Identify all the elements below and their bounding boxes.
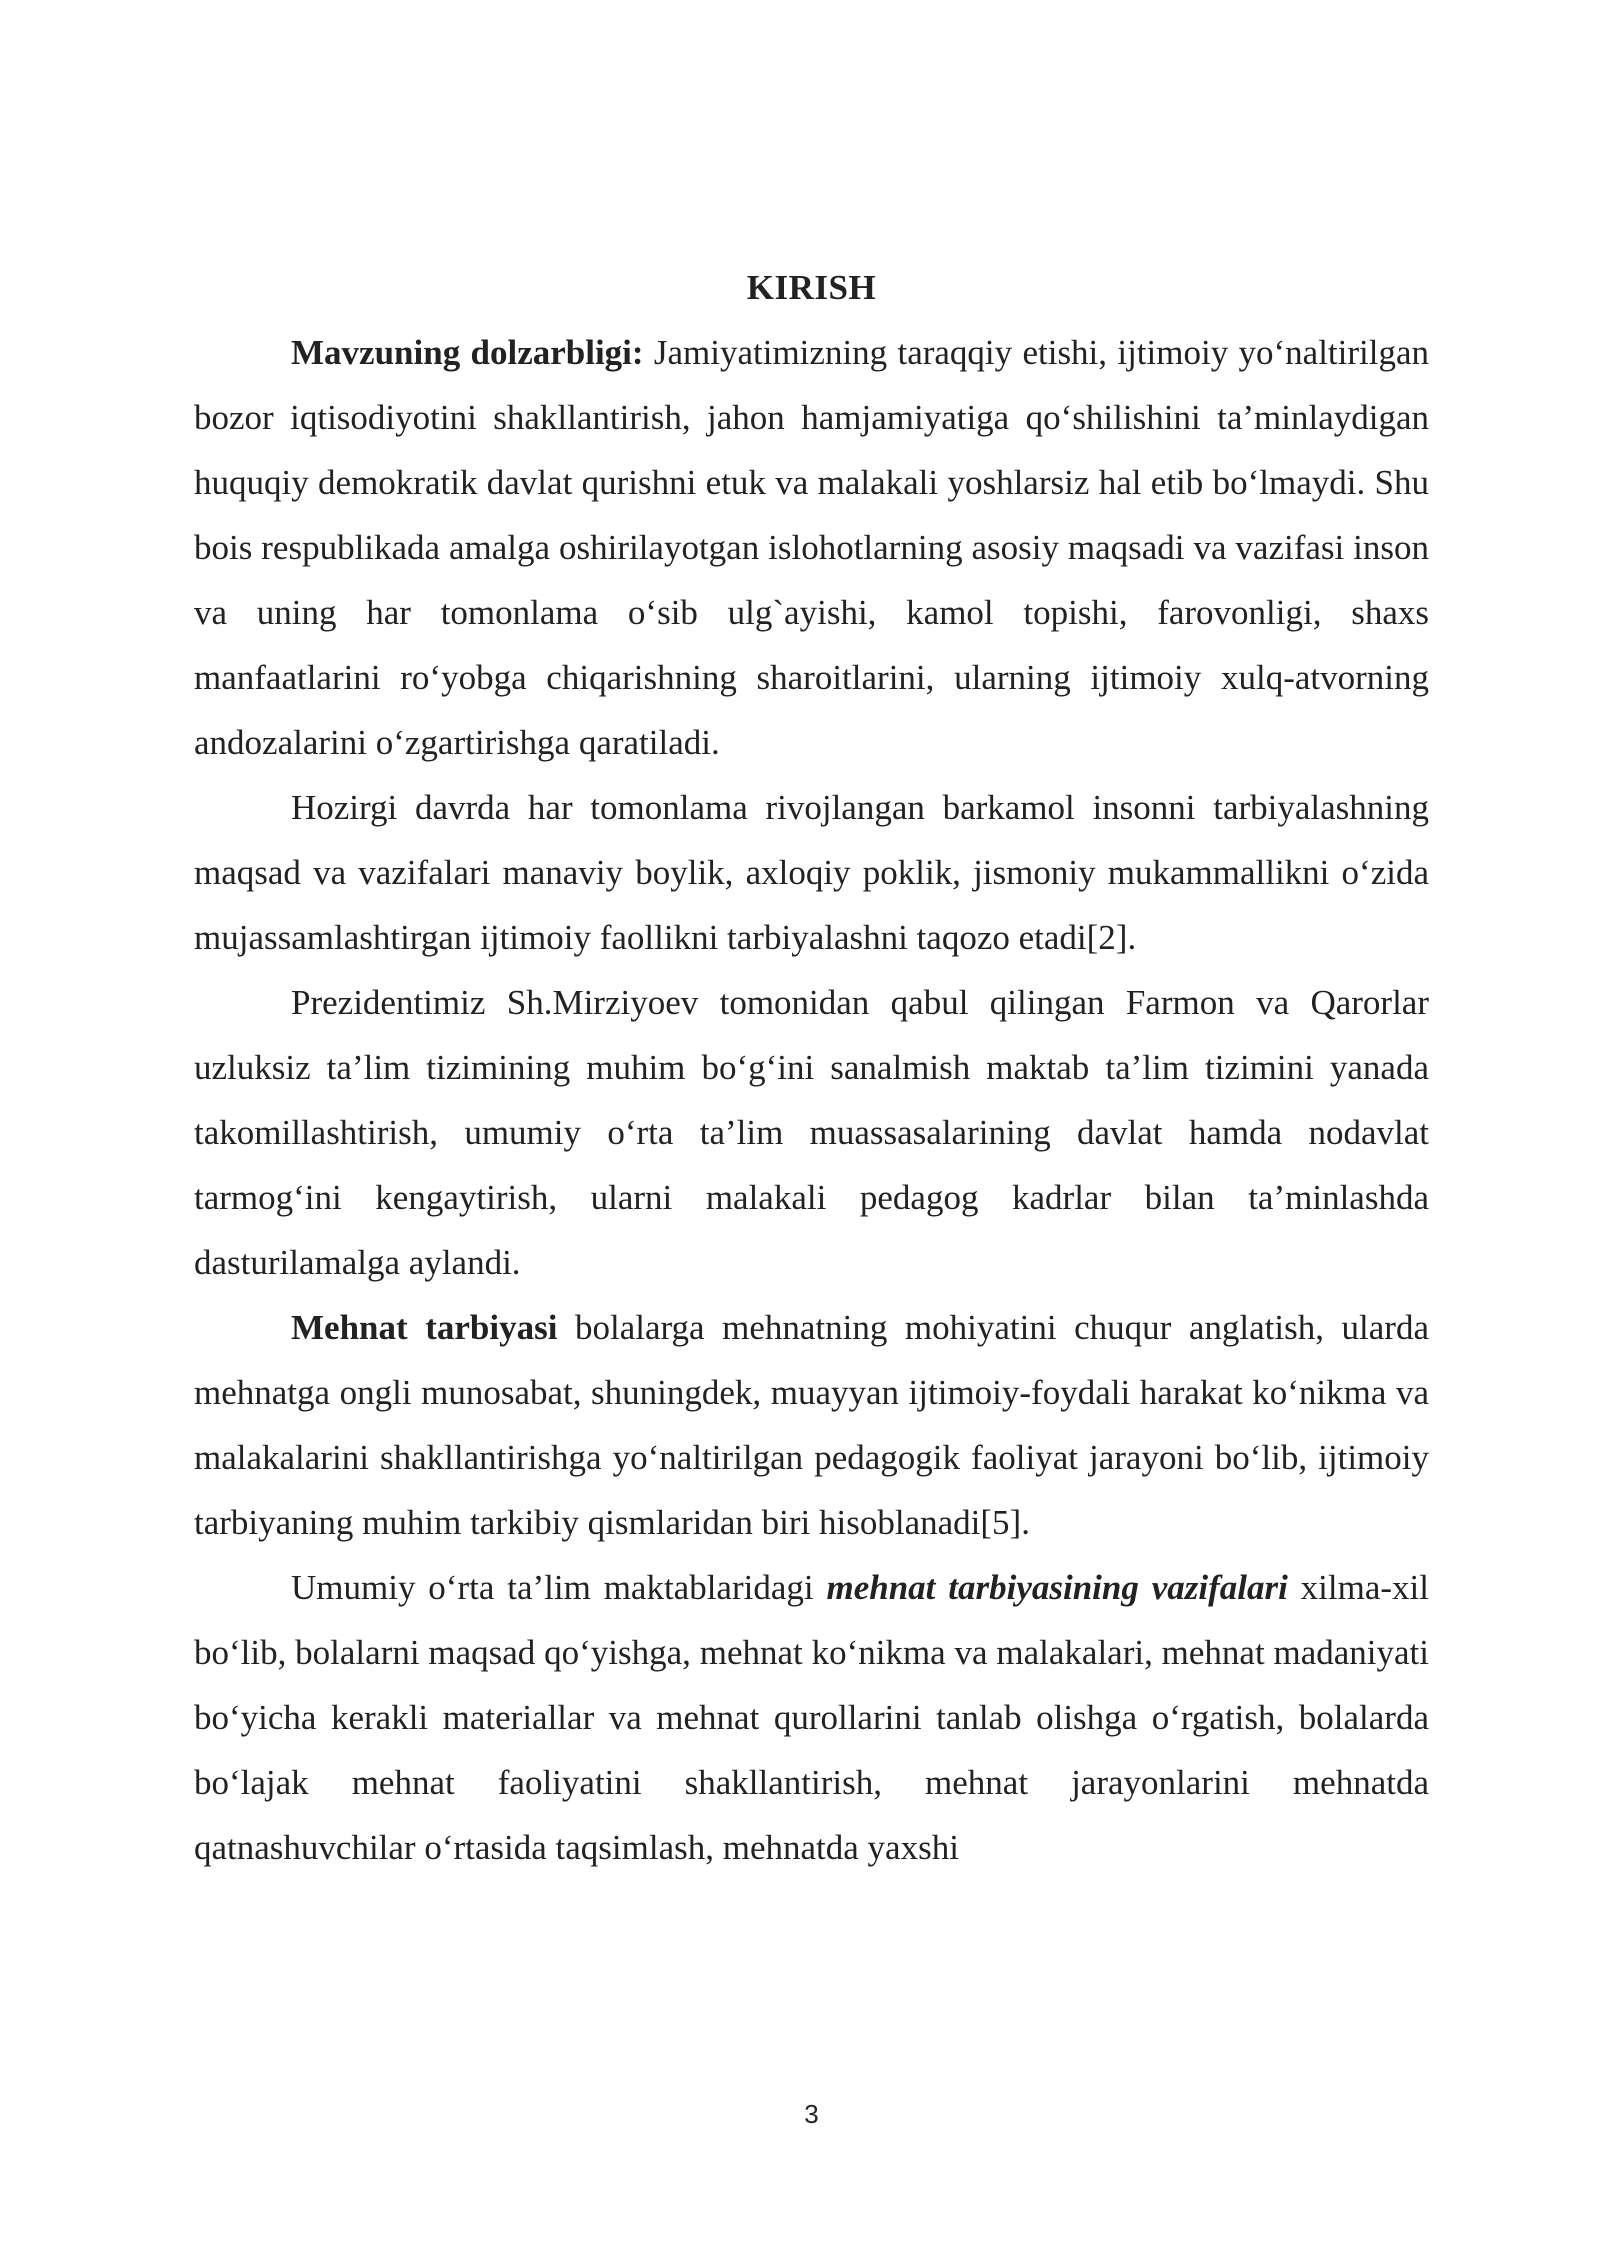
labor-education-term: Mehnat tarbiyasi [291,1308,558,1347]
labor-tasks-intro: Umumiy o‘rta ta’lim maktablaridagi [291,1568,827,1607]
page-number: 3 [804,2099,819,2129]
paragraph-labor-tasks [194,1555,1429,1880]
document-body [194,255,1429,1880]
section-title: KIRISH [746,268,877,307]
relevance-text: Jamiyatimizning taraqqiy etishi, ijtimoiy yo‘naltirilgan bozor iqtisodiyotini shakllantirish, jahon hamjamiyatiga qo‘shilishini ta’minlaydigan huquqiy demokratik davlat qurishni etuk va malakali yoshlarsiz hal etib bo‘lmaydi. Shu bois respublikada amalga oshirilayotgan islohotlarning asosiy maqsadi va vazifasi inson va uning har tomonlama o‘sib ulg`ayishi, kamol topishi, farovonligi, shaxs manfaatlarini ro‘yobga chiqarishning sharoitlarini, ularning ijtimoiy xulq-atvorning andozalarini o‘zgartirishga qaratiladi. [194,333,1430,762]
paragraph-relevance [194,320,1429,775]
paragraph-labor-education [194,1295,1429,1555]
relevance-heading: Mavzuning dolzarbligi: [291,333,644,372]
paragraph-president-decrees: Prezidentimiz Sh.Mirziyoev tomonidan qabul qilingan Farmon va Qarorlar uzluksiz ta’lim tizimining muhim bo‘g‘ini sanalmish maktab ta’lim tizimini yanada takomillashtirish, umumiy o‘rta ta’lim muassasalarining davlat hamda nodavlat tarmog‘ini kengaytirish, ularni malakali pedagog kadrlar bilan ta’minlashda dasturilamalga aylandi. [194,983,1429,1282]
labor-tasks-emphasis: mehnat tarbiyasining vazifalari [826,1568,1288,1607]
paragraph-modern-period: Hozirgi davrda har tomonlama rivojlangan barkamol insonni tarbiyalashning maqsad va vazifalari manaviy boylik, axloqiy poklik, jismoniy mukammallikni o‘zida mujassamlashtirgan ijtimoiy faollikni tarbiyalashni taqozo etadi[2]. [194,788,1429,957]
labor-education-text: bolalarga mehnatning mohiyatini chuqur anglatish, ularda mehnatga ongli munosabat, shuningdek, muayyan ijtimoiy-foydali harakat ko‘nikma va malakalarini shakllantirishga yo‘naltirilgan pedagogik faoliyat jarayoni bo‘lib, ijtimoiy tarbiyaning muhim tarkibiy qismlaridan biri hisoblanadi[5]. [194,1308,1429,1542]
labor-tasks-text: xilma-xil bo‘lib, bolalarni maqsad qo‘yishga, mehnat ko‘nikma va malakalari, mehnat madaniyati bo‘yicha kerakli materiallar va mehnat qurollarini tanlab olishga o‘rgatish, bolalarda bo‘lajak mehnat faoliyatini shakllantirish, mehnat jarayonlarini mehnatda qatnashuvchilar o‘rtasida taqsimlash, mehnatda yaxshi [194,1568,1429,1867]
